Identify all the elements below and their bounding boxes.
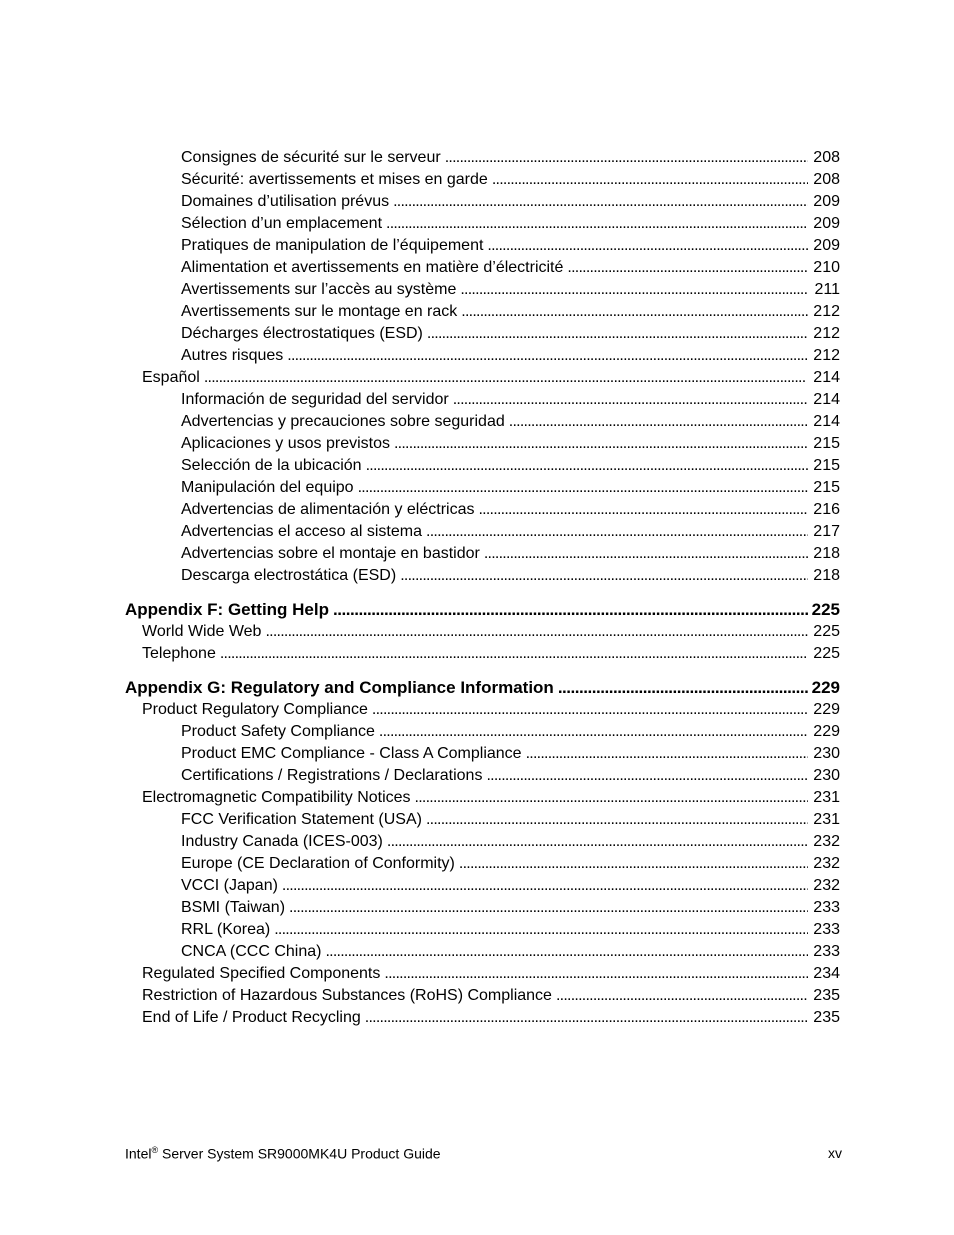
toc-entry[interactable] (0, 643, 954, 665)
footer-product-title: Server System SR9000MK4U Product Guide (158, 1145, 441, 1162)
toc-entry-title: Décharges électrostatiques (ESD) (181, 325, 423, 342)
toc-entry-page: 233 (813, 943, 840, 960)
toc-entry-page: 208 (813, 171, 840, 188)
toc-chapter-entry[interactable] (0, 598, 954, 621)
toc-entry-page: 210 (813, 259, 840, 276)
toc-entry-title: CNCA (CCC China) (181, 943, 322, 960)
toc-entry-page: 225 (813, 645, 840, 662)
page-footer (125, 1145, 842, 1162)
toc-entry-page: 234 (813, 965, 840, 982)
toc-entry[interactable] (0, 147, 954, 169)
toc-entry[interactable] (0, 941, 954, 963)
toc-entry-title: Español (142, 369, 200, 386)
dot-leader (379, 721, 808, 743)
toc-entry-page: 214 (813, 413, 840, 430)
footer-title (125, 1145, 441, 1162)
toc-entry-page: 217 (813, 523, 840, 540)
toc-entry-page: 225 (811, 600, 840, 619)
dot-leader (415, 787, 808, 809)
toc-entry-page: 214 (813, 391, 840, 408)
toc-entry-title: Europe (CE Declaration of Conformity) (181, 855, 455, 872)
toc-entry-page: 208 (813, 149, 840, 166)
toc-entry[interactable] (0, 897, 954, 919)
dot-leader (486, 765, 808, 787)
registered-mark: ® (151, 1145, 159, 1155)
toc-entry-page: 212 (813, 347, 840, 364)
dot-leader (459, 853, 808, 875)
dot-leader (460, 279, 808, 301)
toc-entry-title: Selección de la ubicación (181, 457, 362, 474)
toc-entry-title: Appendix F: Getting Help (125, 600, 329, 619)
toc-entry-page: 235 (813, 1009, 840, 1026)
toc-entry[interactable] (0, 809, 954, 831)
toc-entry-title: Certifications / Registrations / Declarations (181, 767, 483, 784)
toc-entry[interactable] (0, 345, 954, 367)
toc-entry[interactable] (0, 985, 954, 1007)
toc-entry-title: Pratiques de manipulation de l’équipement (181, 237, 484, 254)
toc-entry-page: 225 (813, 623, 840, 640)
dot-leader (372, 699, 808, 721)
dot-leader (426, 521, 808, 543)
toc-entry-title: Electromagnetic Compatibility Notices (142, 789, 411, 806)
toc-entry[interactable] (0, 853, 954, 875)
dot-leader (526, 743, 808, 765)
toc-entry[interactable] (0, 1007, 954, 1029)
toc-entry-title: Product Regulatory Compliance (142, 701, 368, 718)
toc-entry-page: 229 (813, 701, 840, 718)
toc-entry[interactable] (0, 323, 954, 345)
dot-leader (282, 875, 808, 897)
toc-entry[interactable] (0, 213, 954, 235)
toc-entry-page: 231 (813, 789, 840, 806)
toc-entry[interactable] (0, 765, 954, 787)
dot-leader (445, 147, 808, 169)
toc-entry-page: 212 (813, 303, 840, 320)
toc-entry-title: Product EMC Compliance - Class A Compliance (181, 745, 522, 762)
toc-entry-title: Avertissements sur l’accès au système (181, 281, 457, 298)
dot-leader (265, 621, 808, 643)
toc-entry-title: Restriction of Hazardous Substances (RoHS) Compliance (142, 987, 552, 1004)
footer-brand: Intel (125, 1145, 152, 1162)
toc-entry-title: Aplicaciones y usos previstos (181, 435, 390, 452)
toc-entry-page: 215 (813, 479, 840, 496)
toc-entry[interactable] (0, 875, 954, 897)
table-of-contents (0, 147, 954, 1029)
dot-leader (492, 169, 808, 191)
toc-entry-page: 229 (811, 678, 840, 697)
toc-entry-title: Telephone (142, 645, 216, 662)
toc-entry-title: Regulated Specified Components (142, 965, 381, 982)
toc-entry-page: 233 (813, 899, 840, 916)
dot-leader (289, 897, 808, 919)
dot-leader (358, 477, 808, 499)
dot-leader (509, 411, 808, 433)
toc-entry-title: Advertencias y precauciones sobre seguridad (181, 413, 505, 430)
dot-leader (427, 323, 808, 345)
dot-leader (453, 389, 808, 411)
section-gap (0, 665, 954, 676)
dot-leader (287, 345, 808, 367)
toc-entry[interactable] (0, 191, 954, 213)
toc-entry-page: 230 (813, 745, 840, 762)
toc-entry[interactable] (0, 301, 954, 323)
toc-entry-page: 209 (813, 193, 840, 210)
dot-leader (386, 213, 808, 235)
toc-entry-page: 232 (813, 877, 840, 894)
toc-entry-title: Domaines d’utilisation prévus (181, 193, 390, 210)
toc-entry-page: 232 (813, 855, 840, 872)
toc-entry-title: RRL (Korea) (181, 921, 271, 938)
dot-leader (400, 565, 808, 587)
toc-entry-title: VCCI (Japan) (181, 877, 278, 894)
toc-entry-title: Product Safety Compliance (181, 723, 375, 740)
dot-leader (387, 831, 808, 853)
toc-entry-page: 233 (813, 921, 840, 938)
toc-entry[interactable] (0, 279, 954, 301)
dot-leader (461, 301, 808, 323)
dot-leader (426, 809, 808, 831)
toc-entry[interactable] (0, 831, 954, 853)
toc-entry-page: 230 (813, 767, 840, 784)
dot-leader (274, 919, 808, 941)
toc-entry[interactable] (0, 699, 954, 721)
toc-entry[interactable] (0, 433, 954, 455)
toc-entry[interactable] (0, 499, 954, 521)
toc-entry-page: 214 (813, 369, 840, 386)
toc-entry[interactable] (0, 455, 954, 477)
toc-entry[interactable] (0, 521, 954, 543)
toc-entry[interactable] (0, 477, 954, 499)
dot-leader (325, 941, 808, 963)
toc-entry-page: 218 (813, 567, 840, 584)
dot-leader (365, 1007, 808, 1029)
toc-entry[interactable] (0, 787, 954, 809)
toc-entry[interactable] (0, 565, 954, 587)
toc-entry[interactable] (0, 543, 954, 565)
toc-entry-title: Descarga electrostática (ESD) (181, 567, 397, 584)
toc-entry[interactable] (0, 919, 954, 941)
toc-entry-title: Advertencias sobre el montaje en bastidor (181, 545, 480, 562)
toc-entry-page: 211 (814, 281, 840, 298)
toc-entry[interactable] (0, 721, 954, 743)
toc-entry[interactable] (0, 743, 954, 765)
dot-leader (487, 235, 808, 257)
toc-entry-title: Alimentation et avertissements en matière d’électricité (181, 259, 564, 276)
toc-entry-title: Appendix G: Regulatory and Compliance Information (125, 678, 554, 697)
dot-leader (394, 433, 808, 455)
toc-entry[interactable] (0, 169, 954, 191)
toc-entry-title: BSMI (Taiwan) (181, 899, 286, 916)
dot-leader (484, 543, 808, 565)
toc-entry-page: 209 (813, 237, 840, 254)
dot-leader (204, 367, 808, 389)
toc-entry-title: World Wide Web (142, 623, 262, 640)
toc-entry[interactable] (0, 411, 954, 433)
toc-entry-page: 215 (813, 435, 840, 452)
toc-entry[interactable] (0, 235, 954, 257)
footer-page-number: xv (828, 1145, 842, 1161)
section-gap (0, 587, 954, 598)
toc-entry[interactable] (0, 389, 954, 411)
toc-entry-title: Sécurité: avertissements et mises en garde (181, 171, 488, 188)
toc-entry-title: Información de seguridad del servidor (181, 391, 449, 408)
toc-entry-title: Advertencias el acceso al sistema (181, 523, 422, 540)
toc-entry-title: Advertencias de alimentación y eléctricas (181, 501, 475, 518)
toc-entry-title: FCC Verification Statement (USA) (181, 811, 422, 828)
toc-entry-title: Sélection d’un emplacement (181, 215, 383, 232)
toc-entry-page: 218 (813, 545, 840, 562)
dot-leader (393, 191, 808, 213)
toc-entry-page: 229 (813, 723, 840, 740)
toc-entry-page: 215 (813, 457, 840, 474)
toc-entry-title: Avertissements sur le montage en rack (181, 303, 458, 320)
toc-entry-page: 231 (813, 811, 840, 828)
toc-entry-page: 212 (813, 325, 840, 342)
dot-leader (333, 598, 808, 621)
toc-entry-page: 232 (813, 833, 840, 850)
toc-entry[interactable] (0, 257, 954, 279)
toc-entry-title: Manipulación del equipo (181, 479, 354, 496)
toc-entry[interactable] (0, 621, 954, 643)
toc-entry-page: 235 (813, 987, 840, 1004)
dot-leader (567, 257, 808, 279)
dot-leader (558, 676, 808, 699)
toc-entry-title: Consignes de sécurité sur le serveur (181, 149, 441, 166)
toc-entry-title: Industry Canada (ICES-003) (181, 833, 383, 850)
toc-entry-page: 216 (813, 501, 840, 518)
dot-leader (366, 455, 808, 477)
toc-entry[interactable] (0, 963, 954, 985)
toc-entry-page: 209 (813, 215, 840, 232)
toc-entry[interactable] (0, 367, 954, 389)
dot-leader (556, 985, 808, 1007)
dot-leader (384, 963, 808, 985)
toc-chapter-entry[interactable] (0, 676, 954, 699)
toc-entry-title: End of Life / Product Recycling (142, 1009, 361, 1026)
toc-entry-title: Autres risques (181, 347, 284, 364)
dot-leader (478, 499, 808, 521)
dot-leader (220, 643, 808, 665)
